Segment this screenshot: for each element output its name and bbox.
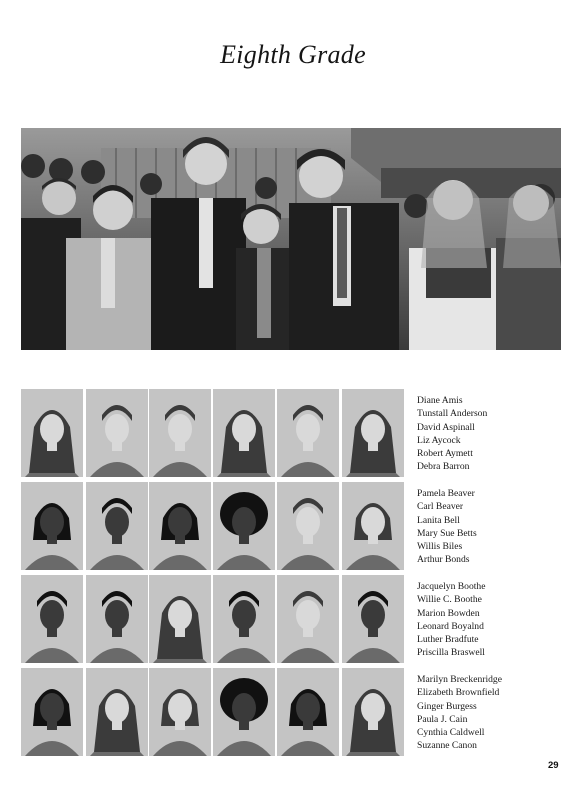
student-portrait: [342, 668, 404, 756]
student-name: Willie C. Boothe: [417, 594, 482, 606]
student-portrait: [21, 389, 83, 477]
student-name: Mary Sue Betts: [417, 527, 477, 539]
student-portrait: [277, 389, 339, 477]
student-portrait: [149, 482, 211, 570]
student-name: Elizabeth Brownfield: [417, 687, 500, 699]
student-name: Cynthia Caldwell: [417, 727, 485, 739]
student-name: Suzanne Canon: [417, 740, 477, 752]
page-number: 29: [548, 760, 559, 771]
student-portrait: [149, 389, 211, 477]
student-portrait: [213, 389, 275, 477]
student-name: Arthur Bonds: [417, 554, 470, 566]
group-photo-image: [21, 128, 561, 350]
student-portrait: [149, 668, 211, 756]
student-portrait: [86, 575, 148, 663]
group-photo: [21, 128, 561, 350]
student-name: Pamela Beaver: [417, 488, 475, 499]
student-name: Jacquelyn Boothe: [417, 581, 486, 592]
names-block: [417, 673, 577, 753]
student-name: Diane Amis: [417, 395, 463, 406]
student-portrait: [277, 575, 339, 663]
names-block: [417, 580, 577, 660]
student-portrait: [342, 389, 404, 477]
page-title: Eighth Grade: [220, 40, 366, 69]
student-portrait: [86, 482, 148, 570]
portrait-row: [21, 668, 411, 756]
student-portrait: [277, 668, 339, 756]
student-name: David Aspinall: [417, 421, 475, 433]
student-name: Ginger Burgess: [417, 700, 477, 712]
student-portrait: [213, 482, 275, 570]
student-name: Priscilla Braswell: [417, 647, 485, 659]
student-portrait: [21, 668, 83, 756]
student-name: Willis Biles: [417, 541, 463, 553]
student-name: Liz Aycock: [417, 434, 461, 446]
student-portrait: [86, 668, 148, 756]
student-portrait: [21, 482, 83, 570]
student-name: Luther Bradfute: [417, 634, 479, 646]
portrait-row: [21, 389, 411, 477]
student-name: Marilyn Breckenridge: [417, 674, 502, 685]
student-portrait: [342, 482, 404, 570]
student-name: Lanita Bell: [417, 514, 460, 526]
student-portrait: [342, 575, 404, 663]
portrait-row: [21, 575, 411, 663]
names-block: [417, 394, 577, 474]
student-name: Marion Bowden: [417, 607, 480, 619]
student-name: Tunstall Anderson: [417, 408, 488, 420]
student-name: Debra Barron: [417, 461, 470, 473]
student-portrait: [86, 389, 148, 477]
student-portrait: [21, 575, 83, 663]
student-portrait: [213, 575, 275, 663]
student-name: Carl Beaver: [417, 501, 464, 513]
names-block: [417, 487, 577, 567]
student-name: Robert Aymett: [417, 448, 473, 460]
student-name: Paula J. Cain: [417, 713, 468, 725]
student-portrait: [149, 575, 211, 663]
student-portrait: [213, 668, 275, 756]
portrait-row: [21, 482, 411, 570]
student-portrait: [277, 482, 339, 570]
student-name: Leonard Boyalnd: [417, 620, 484, 632]
